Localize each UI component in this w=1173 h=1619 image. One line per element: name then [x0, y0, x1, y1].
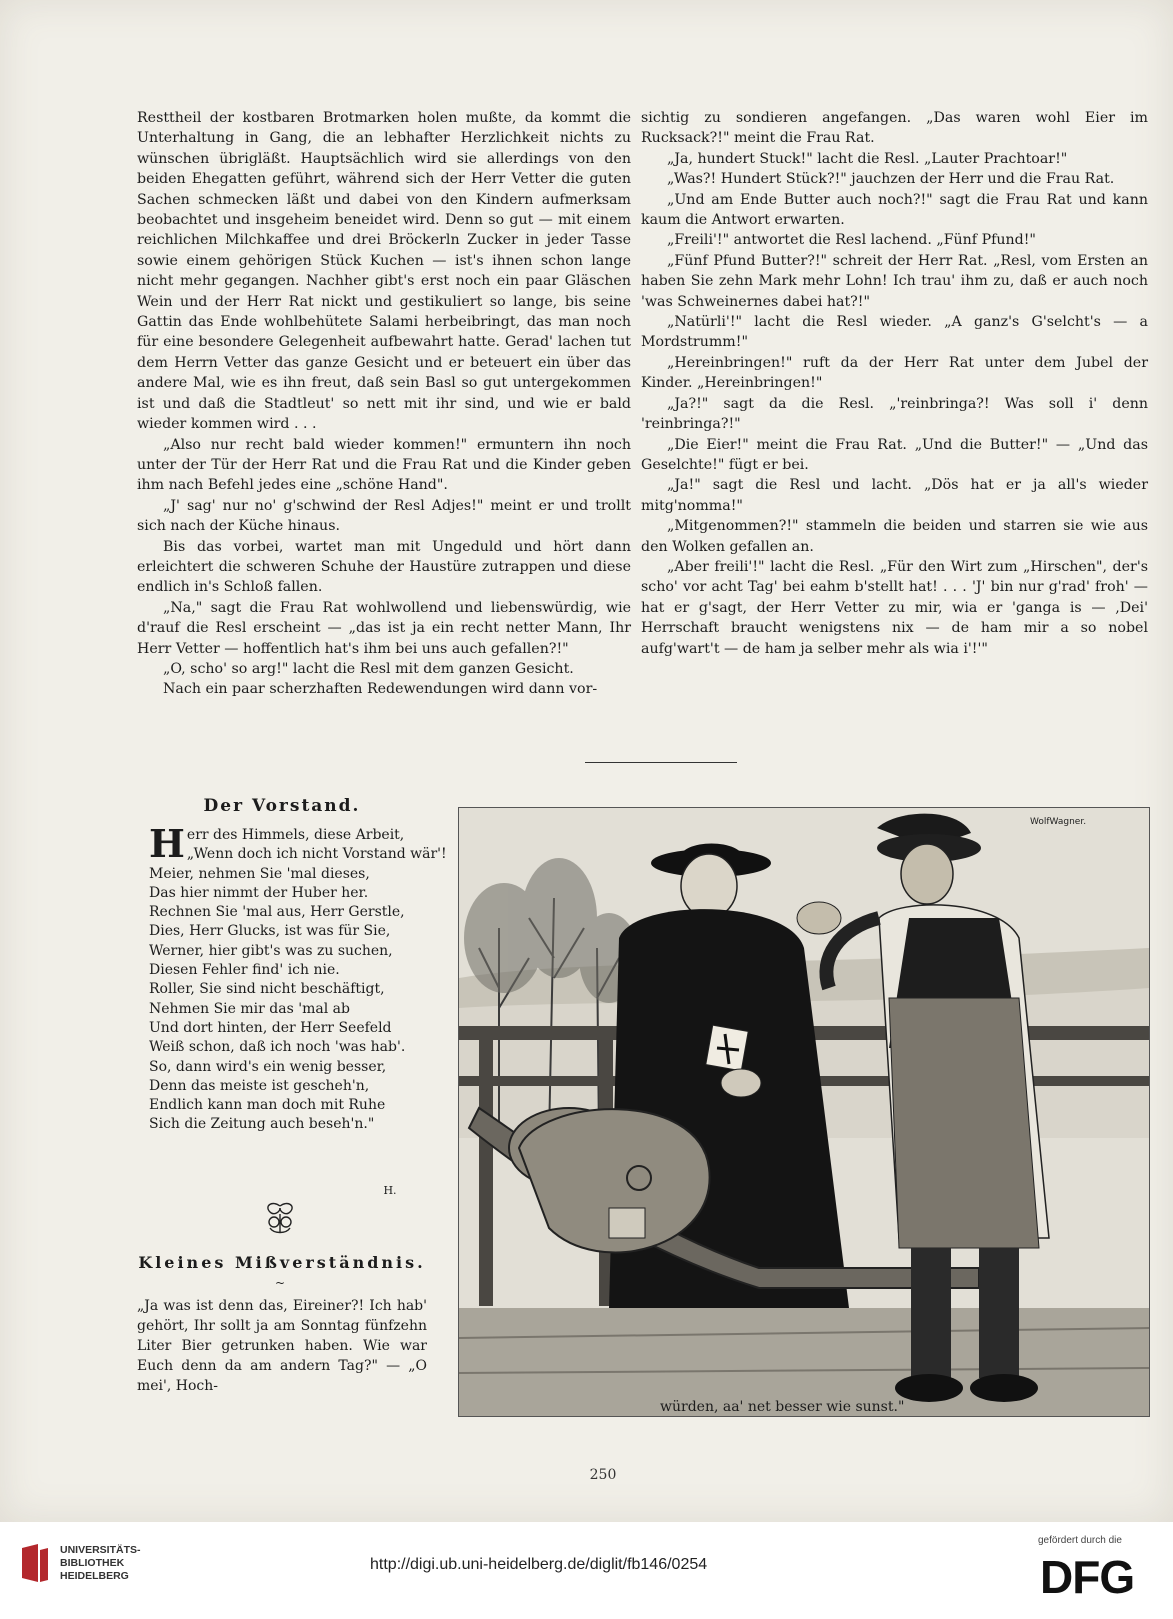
poem-line: Werner, hier gibt's was zu suchen, — [149, 942, 393, 959]
right-paragraph: „Fünf Pfund Butter?!" schreit der Herr Rat. „Resl, vom Ersten an haben Sie zehn Mark mehr Lohn! Ich trau' ihm zu, daß er auch noch 'was Schweinernes dabei hat?!" — [641, 252, 1148, 310]
poem-line: Rechnen Sie 'mal aus, Herr Gerstle, — [149, 904, 405, 921]
funded-by-label: gefördert durch die — [1038, 1535, 1122, 1546]
right-paragraph: „Was?! Hundert Stück?!" jauchzen der Herr und die Frau Rat. — [667, 171, 1115, 188]
right-paragraph: „Und am Ende Butter auch noch?!" sagt die Frau Rat und kann kaum die Antwort erwarten. — [641, 191, 1148, 229]
illustration-caption: würden, aa' net besser wie sunst." — [660, 1399, 905, 1415]
poem-title: Der Vorstand. — [203, 796, 361, 816]
right-paragraph: sichtig zu sondieren angefangen. „Das waren wohl Eier im Rucksack?!" meint die Frau Rat. — [641, 110, 1148, 147]
left-paragraph: „O, scho' so arg!" lacht die Resl mit dem ganzen Gesicht. — [163, 660, 574, 677]
right-paragraph: „Ja!" sagt die Resl und lacht. „Dös hat er ja all's wieder mitg'nomma!" — [641, 477, 1148, 514]
poem-signature: H. — [383, 1184, 397, 1197]
right-text-column — [641, 108, 1148, 659]
poem-line: So, dann wird's ein wenig besser, — [149, 1058, 387, 1075]
poem-line: Meier, nehmen Sie 'mal dieses, — [149, 865, 370, 882]
poem-line: Das hier nimmt der Huber her. — [149, 884, 369, 901]
section-divider — [585, 762, 737, 763]
left-paragraph: Resttheil der kostbaren Brotmarken holen mußte, da kommt die Unterhaltung in Gang, die an lebhafter Herzlichkeit nichts zu wünschen übrigläßt. Hauptsächlich wird sie allerdings von den beiden Ehegatten geführt, während sich der Herr Vetter die guten Sachen schmecken läßt und dabei von den Kindern aufmerksam beobachtet und insgeheim beneidet wird. Denn so gut — mit einem reichlichen Milchkaffee und drei Bröckerln Zucker in jeder Tasse sowie einem gehörigen Stück Kuchen — ist's ihnen schon lange nicht mehr gegangen. Nachher gibt's erst noch ein paar Gläschen Wein und der Herr Rat nickt und gestikuliert so lange, bis seine Gattin das Ende wohlbehütete Salami herbeibringt, das man noch für eine besondere Gelegenheit aufbewahrt hatte. Gerad' lachen tut dem Herrn Vetter das ganze Gesicht und er beteuert ein über das andere Mal, wie es ihn freut, daß sein Basl so gut untergekommen ist und daß die Stadtleut' so nett mit ihr sind, und wie er bald wieder kommen wird . . . — [137, 110, 631, 433]
poem-line: Und dort hinten, der Herr Seefeld — [149, 1019, 392, 1036]
right-paragraph: „Aber freili'!" lacht die Resl. „Für den Wirt zum „Hirschen", der's scho' vor acht Tag' bei eahm b'stellt hat! . . . 'J' bin nur g'rad' froh' — hat er g'sagt, der Herr Vetter zu mir, wia er 'ganga is — ,Dei' Herrschaft braucht wenigstens nix — de ham mir a so nobel aufg'wart't — de ham ja selber mehr als wia i'!'" — [641, 558, 1148, 657]
poem-lines — [149, 845, 447, 1134]
poem-line: Denn das meiste ist gescheh'n, — [149, 1077, 370, 1094]
permalink-url[interactable]: http://digi.ub.uni-heidelberg.de/diglit/fb146/0254 — [370, 1556, 708, 1573]
poem-line: Dies, Herr Glucks, ist was für Sie, — [149, 923, 391, 940]
dfg-logo[interactable]: DFG — [1040, 1551, 1135, 1603]
poem-line: Endlich kann man doch mit Ruhe — [149, 1097, 386, 1114]
university-logo-icon[interactable] — [18, 1542, 52, 1584]
left-paragraph: „Na," sagt die Frau Rat wohlwollend und liebenswürdig, wie d'rauf die Resl erscheint — „das ist ja ein recht netter Mann, Ihr Herr Vetter — hoffentlich hat's ihm bei uns auch gefallen?!" — [137, 599, 631, 657]
poem-line: Weiß schon, daß ich noch 'was hab'. — [149, 1039, 406, 1056]
poem-line: Nehmen Sie mir das 'mal ab — [149, 1000, 350, 1017]
illustration — [458, 807, 1150, 1417]
left-paragraph: Nach ein paar scherzhaften Redewendungen wird dann vor- — [163, 681, 598, 698]
left-text-column — [137, 108, 631, 700]
poem-line: Sich die Zeitung auch beseh'n." — [149, 1116, 375, 1133]
poem-line: Diesen Fehler find' ich nie. — [149, 962, 340, 979]
page-number: 250 — [589, 1467, 617, 1483]
university-name[interactable]: UNIVERSITÄTS- BIBLIOTHEK HEIDELBERG — [60, 1544, 141, 1582]
right-paragraph: „Natürli'!" lacht die Resl wieder. „A ganz's G'selcht's — a Mordstrumm!" — [641, 314, 1148, 351]
right-paragraph: „Mitgenommen?!" stammeln die beiden und starren sie wie aus den Wolken gefallen an. — [641, 518, 1148, 555]
right-paragraph: „Die Eier!" meint die Frau Rat. „Und die Butter!" — „Und das Geselchte!" fügt er bei. — [641, 436, 1148, 473]
right-paragraph: „Freili'!" antwortet die Resl lachend. „Fünf Pfund!" — [667, 232, 1036, 249]
viewer-footer — [0, 1522, 1173, 1619]
poem-line: „Wenn doch ich nicht Vorstand wär'! — [186, 846, 447, 863]
story-body — [137, 1296, 427, 1396]
artist-signature: WolfWagner. — [1030, 817, 1087, 827]
drop-cap: H — [149, 821, 185, 866]
story-text: „Ja was ist denn das, Eireiner?! Ich hab' gehört, Ihr sollt ja am Sonntag fünfzehn Liter Bier getrunken haben. Wie war Euch denn da am andern Tag?" — „O mei', Hoch- — [137, 1298, 427, 1394]
story-divider: ~ — [274, 1276, 286, 1290]
priest-and-farmer-drawing — [459, 808, 1149, 1416]
left-paragraph: „J' sag' nur no' g'schwind der Resl Adjes!" meint er und trollt sich nach der Küche hinaus. — [137, 497, 631, 535]
story-title: Kleines Mißverständnis. — [138, 1253, 426, 1272]
ornament-icon — [260, 1200, 300, 1234]
left-paragraph: „Also nur recht bald wieder kommen!" ermuntern ihn noch unter der Tür der Herr Rat und die Frau Rat und die Kinder geben ihm nach Befehl jedes eine „schöne Hand". — [137, 436, 631, 494]
right-paragraph: „Ja, hundert Stuck!" lacht die Resl. „Lauter Prachtoar!" — [667, 150, 1068, 167]
right-paragraph: „Hereinbringen!" ruft da der Herr Rat unter dem Jubel der Kinder. „Hereinbringen!" — [641, 354, 1148, 392]
poem-line: Roller, Sie sind nicht beschäftigt, — [149, 981, 385, 998]
poem-body — [137, 821, 447, 1135]
poem-first-line-text: err des Himmels, diese Arbeit, — [186, 827, 405, 843]
right-paragraph: „Ja?!" sagt da die Resl. „'reinbringa?! Was soll i' denn 'reinbringa?!" — [641, 395, 1148, 433]
left-paragraph: Bis das vorbei, wartet man mit Ungeduld und hört dann erleichtert die schweren Schuhe der Haustüre zutrappen und diese endlich in's Schloß fallen. — [137, 538, 631, 596]
